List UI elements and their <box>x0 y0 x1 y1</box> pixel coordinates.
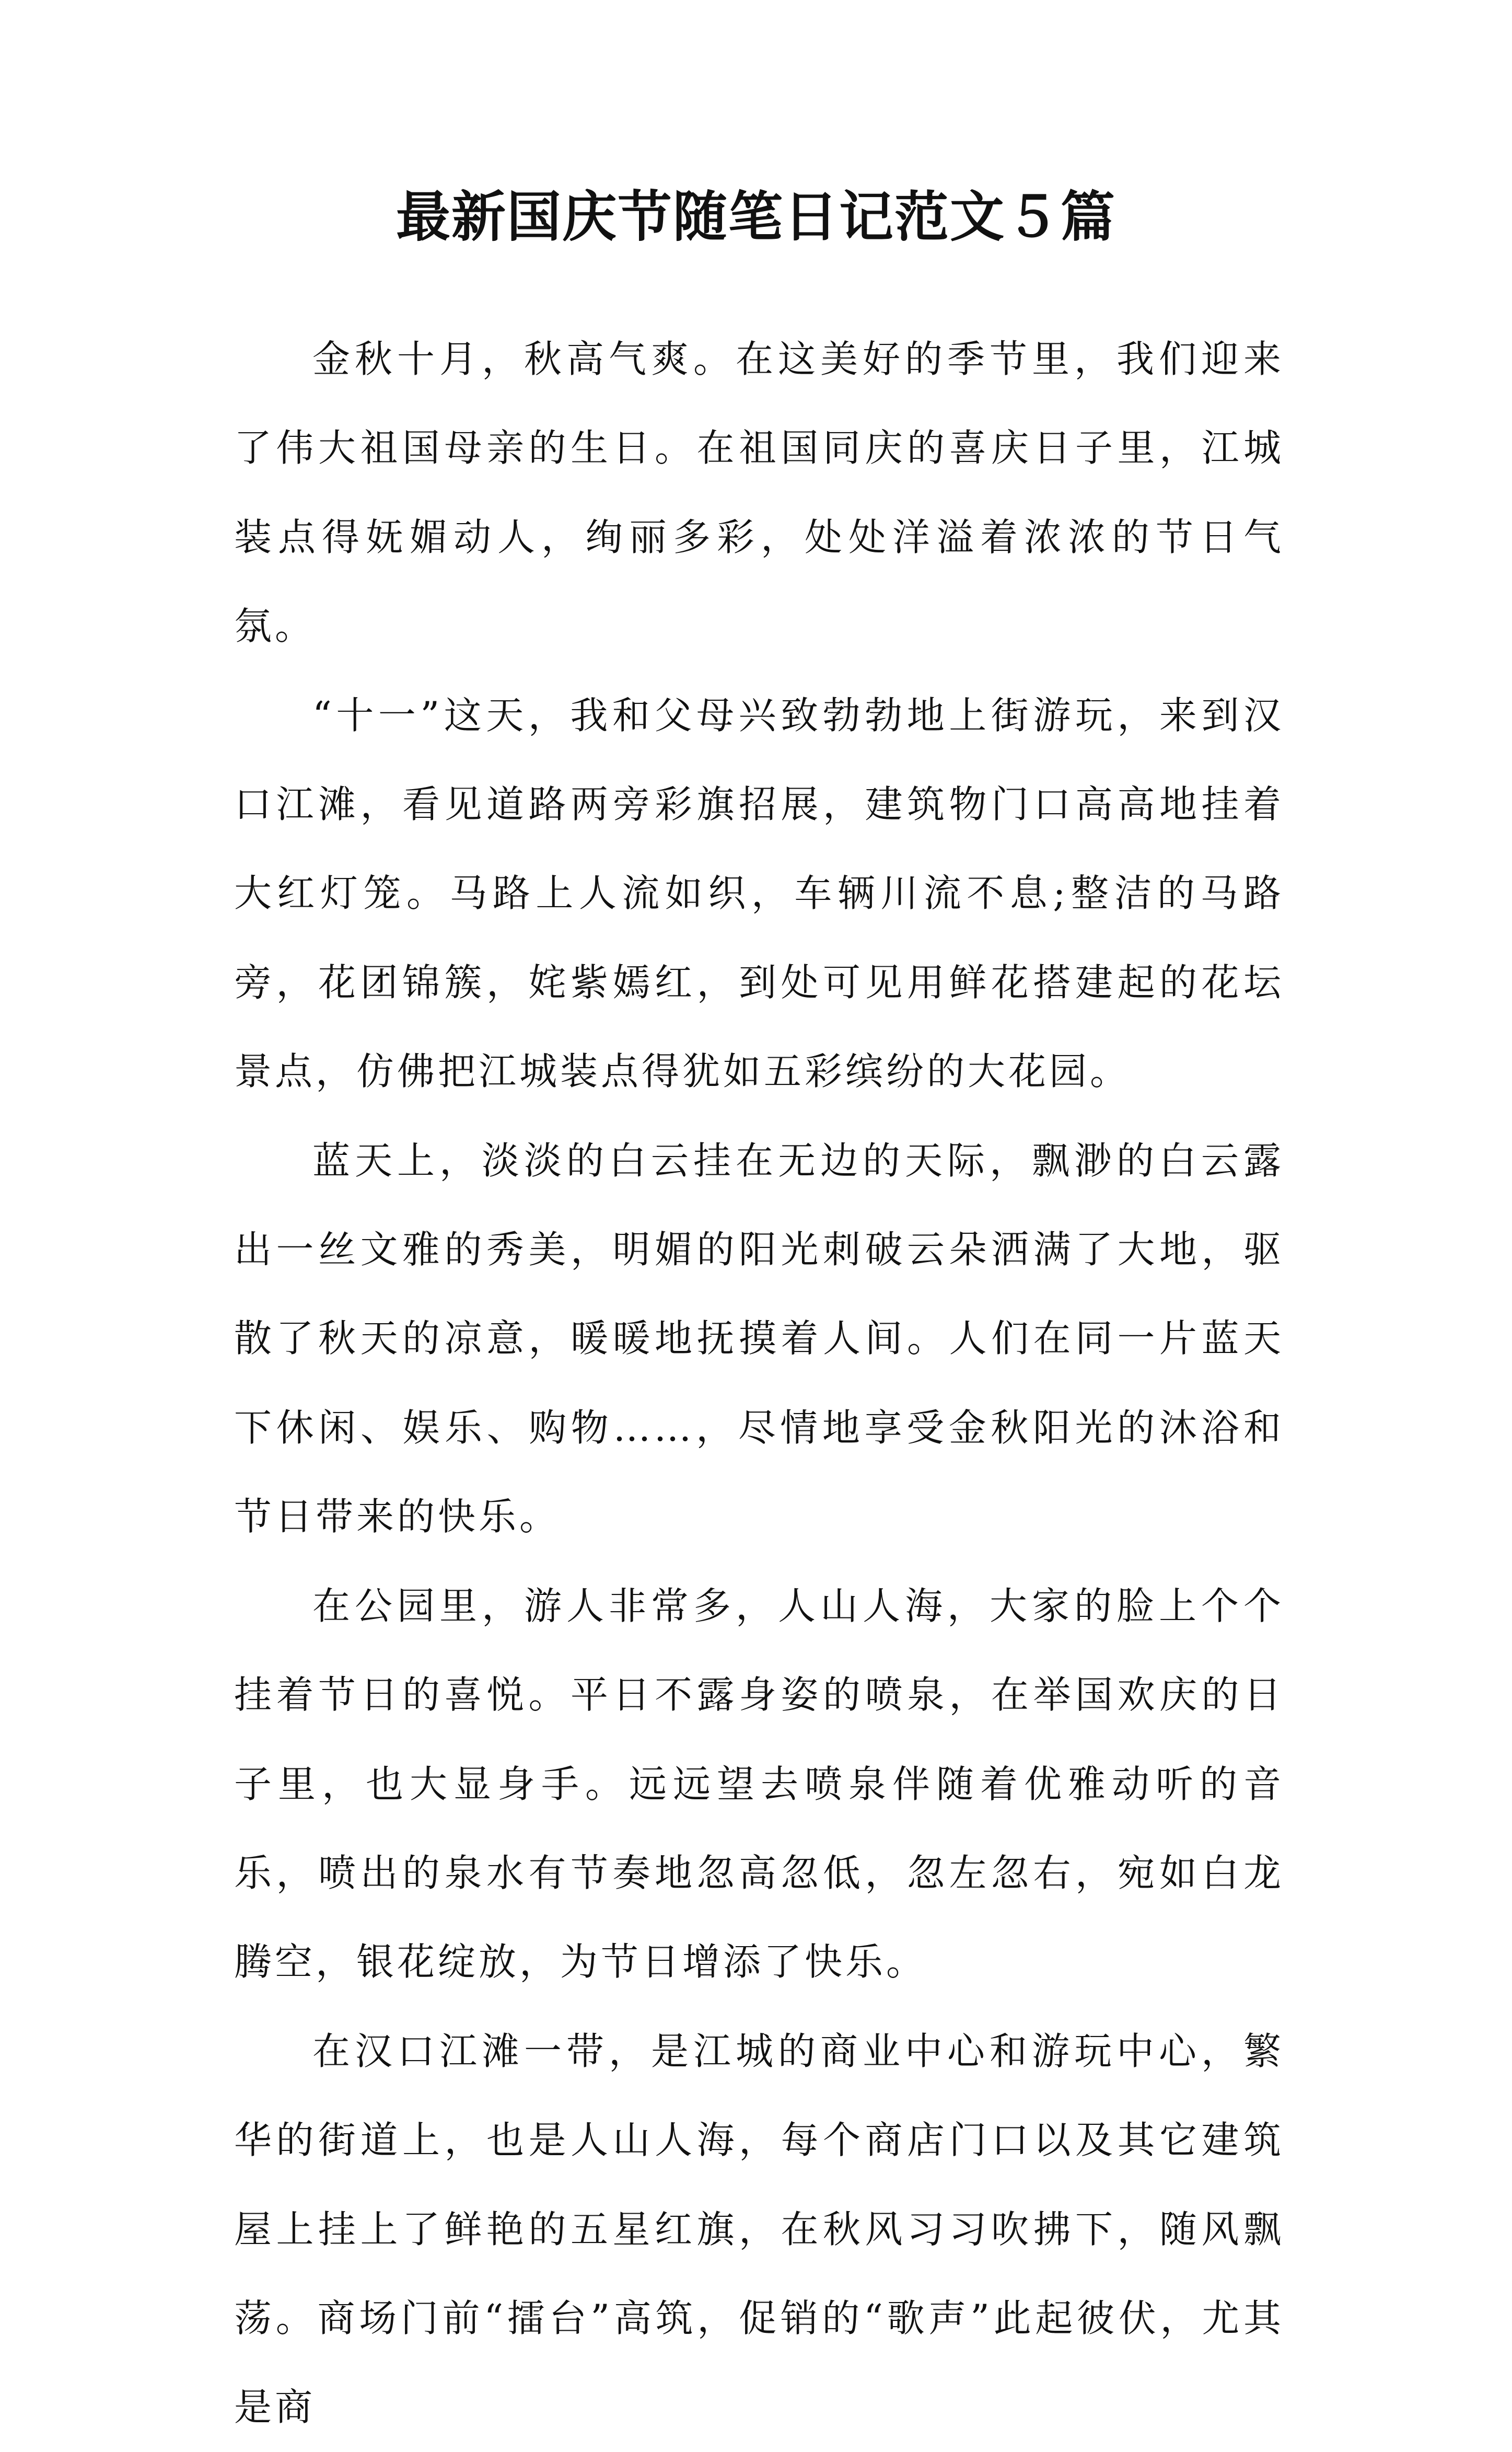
paragraph-1: 金秋十月，秋高气爽。在这美好的季节里，我们迎来了伟大祖国母亲的生日。在祖国同庆的喜庆日子里，江城装点得妩媚动人，绚丽多彩，处处洋溢着浓浓的节日气氛。 <box>234 337 1284 649</box>
document-title: 最新国庆节随笔日记范文５篇 <box>396 184 1116 249</box>
paragraph-5: 在汉口江滩一带，是江城的商业中心和游玩中心，繁华的街道上，也是人山人海，每个商店门口以及其它建筑屋上挂上了鲜艳的五星红旗，在秋风习习吹拂下，随风飘荡。商场门前“擂台”高筑，促销的“歌声”此起彼伏，尤其是商 <box>234 2029 1284 2430</box>
paragraph-4: 在公园里，游人非常多，人山人海，大家的脸上个个挂着节日的喜悦。平日不露身姿的喷泉，在举国欢庆的日子里，也大显身手。远远望去喷泉伴随着优雅动听的音乐，喷出的泉水有节奏地忽高忽低，忽左忽右，宛如白龙腾空，银花绽放，为节日增添了快乐。 <box>234 1583 1284 1984</box>
paragraph-2: “十一”这天，我和父母兴致勃勃地上街游玩，来到汉口江滩，看见道路两旁彩旗招展，建筑物门口高高地挂着大红灯笼。马路上人流如织，车辆川流不息;整洁的马路旁，花团锦簇，姹紫嫣红，到处可见用鲜花搭建起的花坛景点，仿佛把江城装点得犹如五彩缤纷的大花园。 <box>234 693 1284 1094</box>
paragraph-3: 蓝天上，淡淡的白云挂在无边的天际，飘渺的白云露出一丝文雅的秀美，明媚的阳光刺破云朵洒满了大地，驱散了秋天的凉意，暖暖地抚摸着人间。人们在同一片蓝天下休闲、娱乐、购物……，尽情地享受金秋阳光的沐浴和节日带来的快乐。 <box>234 1138 1284 1539</box>
document-body <box>234 315 1284 2452</box>
